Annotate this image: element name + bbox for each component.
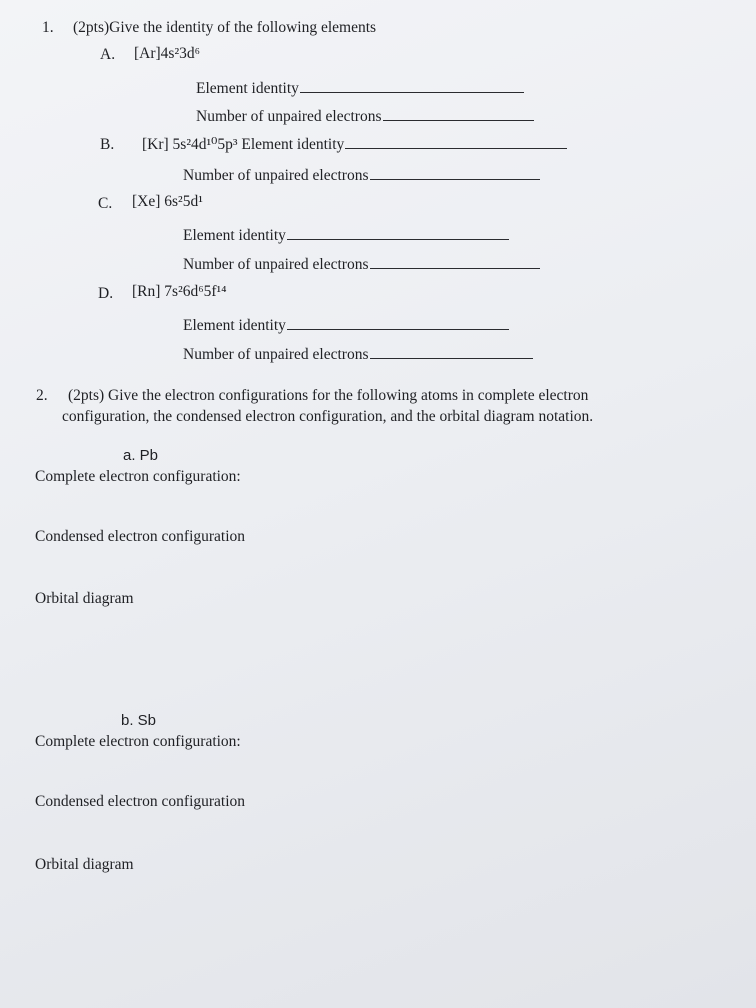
q2-a-condensed-label: Condensed electron configuration <box>35 528 246 545</box>
q1-prompt: (2pts)Give the identity of the following elements <box>73 19 377 36</box>
q2-a-complete-label: Complete electron configuration: <box>35 468 241 485</box>
element-identity-blank[interactable] <box>300 78 524 93</box>
unpaired-electrons-blank[interactable] <box>370 254 540 269</box>
q2-part-a-label: a. Pb <box>123 447 159 464</box>
q2-b-complete-label: Complete electron configuration: <box>35 733 241 750</box>
q2-b-condensed-label: Condensed electron configuration <box>35 793 246 810</box>
q1-d-config: [Rn] 7s²6d⁶5f¹⁴ <box>132 283 227 300</box>
q1-a-letter: A. <box>100 46 116 63</box>
q1-c-config: [Xe] 6s²5d¹ <box>132 193 203 210</box>
q2-part-b-label: b. Sb <box>121 712 157 729</box>
unpaired-electrons-label: Number of unpaired electrons <box>196 108 382 125</box>
element-identity-label: Element identity <box>196 80 299 97</box>
q1-b-row <box>142 134 567 154</box>
unpaired-electrons-label: Number of unpaired electrons <box>183 167 369 184</box>
q1-a-config: [Ar]4s²3d⁶ <box>134 45 201 62</box>
q1-d-unpaired-row <box>183 344 533 364</box>
q1-a-unpaired-row <box>196 106 534 126</box>
q1-c-element-row <box>183 225 509 245</box>
unpaired-electrons-label: Number of unpaired electrons <box>183 256 369 273</box>
element-identity-label: Element identity <box>183 227 286 244</box>
q2-a-orbital-label: Orbital diagram <box>35 590 134 607</box>
q1-b-config: [Kr] 5s²4d¹⁰5p³ <box>142 136 238 153</box>
q2-prompt-line2: configuration, the condensed electron configuration, and the orbital diagram notation. <box>62 408 594 425</box>
element-identity-blank[interactable] <box>345 134 567 149</box>
q1-c-unpaired-row <box>183 254 540 274</box>
q1-number: 1. <box>42 19 54 36</box>
q1-c-letter: C. <box>98 195 113 212</box>
q2-number: 2. <box>36 387 48 404</box>
q1-b-letter: B. <box>100 136 115 153</box>
unpaired-electrons-blank[interactable] <box>383 106 534 121</box>
q1-a-element-row <box>196 78 524 98</box>
q1-d-letter: D. <box>98 285 114 302</box>
q1-d-element-row <box>183 315 509 335</box>
element-identity-label: Element identity <box>241 136 345 153</box>
element-identity-label: Element identity <box>183 317 286 334</box>
q2-b-orbital-label: Orbital diagram <box>35 856 134 873</box>
q1-b-unpaired-row <box>183 165 540 185</box>
unpaired-electrons-label: Number of unpaired electrons <box>183 346 369 363</box>
unpaired-electrons-blank[interactable] <box>370 344 533 359</box>
q2-prompt-line1: (2pts) Give the electron configurations for the following atoms in complete electron <box>68 387 589 404</box>
unpaired-electrons-blank[interactable] <box>370 165 540 180</box>
element-identity-blank[interactable] <box>287 225 509 240</box>
element-identity-blank[interactable] <box>287 315 509 330</box>
